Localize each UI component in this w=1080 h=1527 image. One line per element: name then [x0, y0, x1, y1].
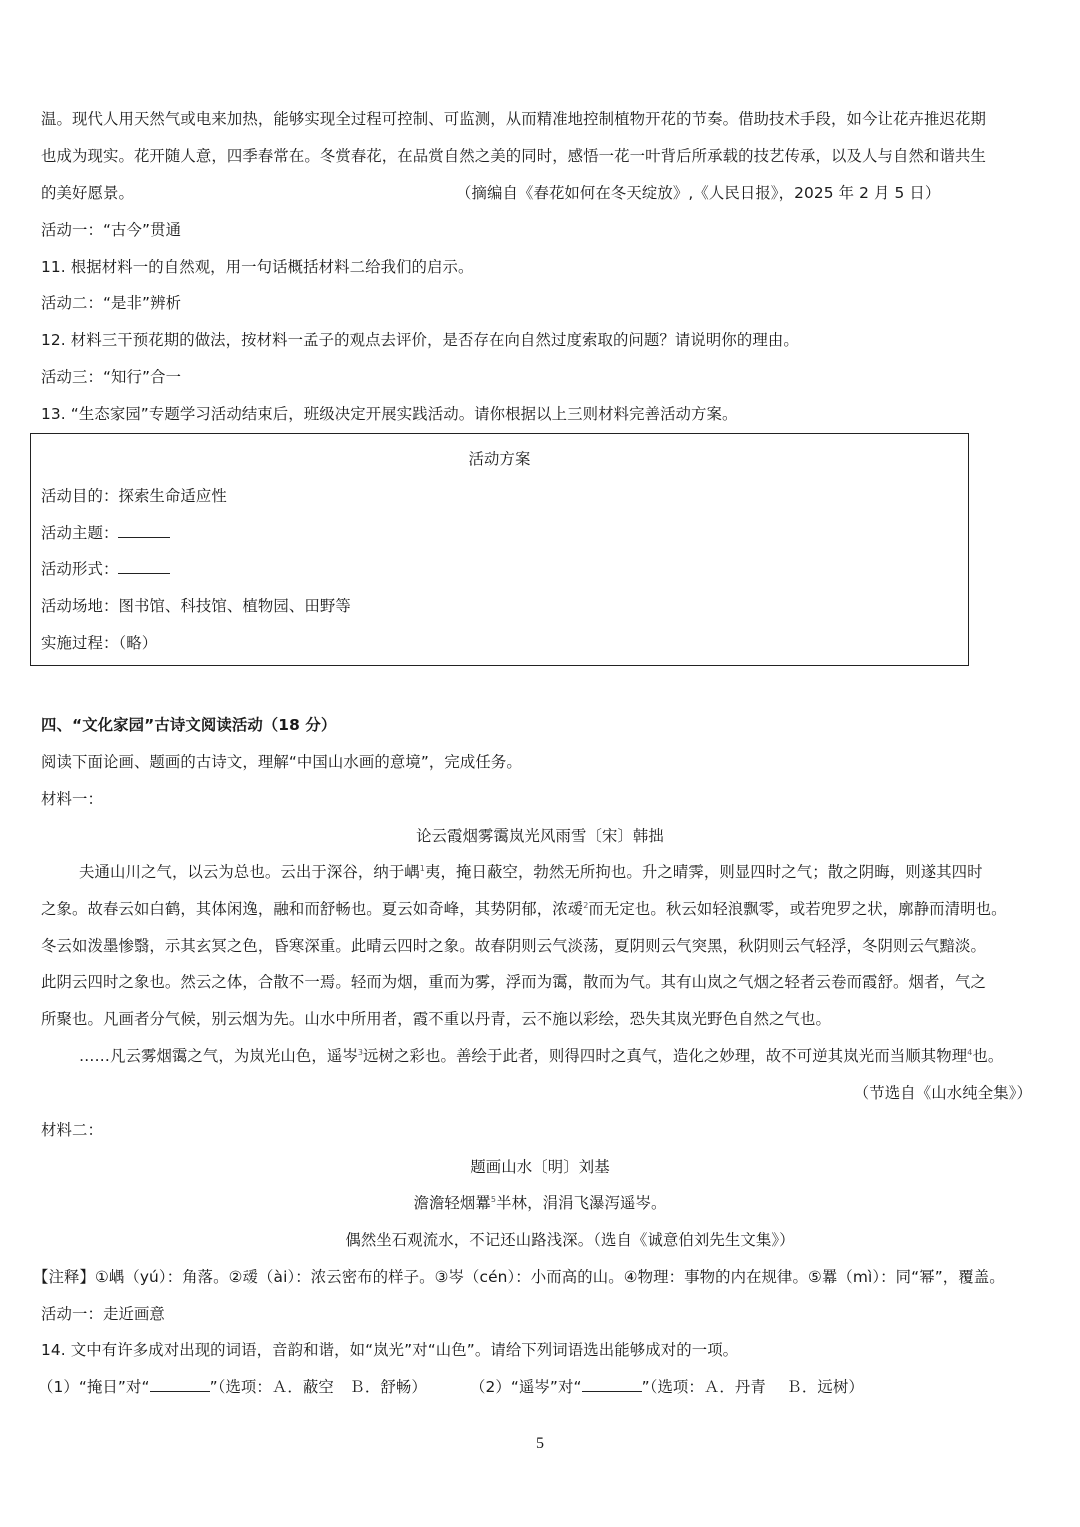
- answer-blank[interactable]: [118, 523, 170, 538]
- material-label: 材料一：: [41, 790, 103, 808]
- text-line: 的美好愿景。: [41, 184, 134, 202]
- activity-heading: 活动二：“是非”辨析: [41, 294, 182, 312]
- text-span: 半林，涓涓飞瀑泻遥岑。: [496, 1194, 667, 1212]
- footnote-ref: 5: [490, 1194, 497, 1204]
- paragraph-line: 此阴云四时之象也。然云之体，合散不一焉。轻而为烟，重而为雾，浮而为霭，散而为气。其有山岚之气烟之轻者云卷而霞舒。烟者，气之: [41, 973, 986, 991]
- text-span: 夫通山川之气，以云为总也。云出于深谷，纳于嵎: [79, 863, 420, 881]
- question-14-part-2: [470, 1376, 864, 1398]
- footnote-ref: 3: [357, 1047, 364, 1057]
- paragraph-line: [79, 861, 983, 883]
- text-span: 澹澹轻烟羃: [413, 1194, 491, 1212]
- answer-blank[interactable]: [118, 559, 170, 574]
- text-span: ”（选项：Ａ．丹青 Ｂ．远树）: [641, 1378, 864, 1396]
- paragraph-line: 冬云如泼墨惨翳，示其玄冥之色，昏寒深重。此晴云四时之象。故春阴则云气淡荡，夏阴则云气突黑，秋阴则云气轻浮，冬阴则云气黯淡。: [41, 937, 986, 955]
- text-span: 而无定也。秋云如轻浪飘零，或若兜罗之状，廓静而清明也。: [588, 900, 1007, 918]
- page-number: 5: [536, 1435, 544, 1452]
- source-citation: （摘编自《春花如何在冬天绽放》,《人民日报》，2025 年 2 月 5 日）: [456, 184, 941, 202]
- poem-line: 偶然坐石观流水，不记还山路浅深。（选自《诚意伯刘先生文集》）: [345, 1231, 795, 1249]
- activity-heading: 活动三：“知行”合一: [41, 368, 182, 386]
- text-span: 远树之彩也。善绘于此者，则得四时之真气，造化之妙理，故不可逆其岚光而当顺其物理: [363, 1047, 968, 1065]
- plan-venue: 活动场地：图书馆、科技馆、植物园、田野等: [41, 597, 351, 615]
- text-span: 也。: [972, 1047, 1004, 1065]
- poem-title: 题画山水〔明〕刘基: [470, 1158, 610, 1176]
- plan-process: 实施过程：（略）: [41, 634, 158, 652]
- plan-theme-label: 活动主题：: [41, 524, 119, 542]
- paragraph-line: [41, 898, 1007, 920]
- paragraph-line: 所聚也。凡画者分气候，别云烟为先。山水中所用者，霞不重以丹青，云不施以彩绘，恐失其岚光野色自然之气也。: [41, 1010, 832, 1028]
- plan-form: [41, 558, 170, 580]
- material-title: 论云霞烟雾霭岚光风雨雪〔宋〕韩拙: [416, 827, 664, 845]
- text-span: ”（选项：Ａ．蔽空 Ｂ．舒畅）: [209, 1378, 427, 1396]
- question-14: 14. 文中有许多成对出现的词语，音韵和谐，如“岚光”对“山色”。请给下列词语选出能够成对的一项。: [41, 1341, 739, 1359]
- text-line: 也成为现实。花开随人意，四季春常在。冬赏春花，在品赏自然之美的同时，感悟一花一叶背后所承载的技艺传承，以及人与自然和谐共生: [41, 147, 986, 165]
- question-11: 11. 根据材料一的自然观，用一句话概括材料二给我们的启示。: [41, 258, 474, 276]
- activity-heading: 活动一：走近画意: [41, 1305, 165, 1323]
- answer-blank[interactable]: [582, 1377, 642, 1392]
- plan-form-label: 活动形式：: [41, 560, 119, 578]
- plan-theme: [41, 522, 170, 544]
- plan-title: 活动方案: [468, 450, 531, 468]
- footnote-ref: 4: [967, 1047, 973, 1057]
- footnote-ref: 1: [419, 863, 425, 873]
- question-12: 12. 材料三干预花期的做法，按材料一孟子的观点去评价，是否存在向自然过度索取的问题？请说明你的理由。: [41, 331, 799, 349]
- text-span: （1）“掩日”对“: [38, 1378, 150, 1396]
- paragraph-line: [79, 1045, 1003, 1067]
- annotations: 【注释】①嵎（yú）：角落。②叆（ài）：浓云密布的样子。③岑（cén）：小而高的山。④物理：事物的内在规律。⑤羃（mì）：同“幂”，覆盖。: [33, 1268, 1005, 1286]
- question-13: 13. “生态家园”专题学习活动结束后，班级决定开展实践活动。请你根据以上三则材料完善活动方案。: [41, 405, 738, 423]
- section-intro: 阅读下面论画、题画的古诗文，理解“中国山水画的意境”，完成任务。: [41, 753, 522, 771]
- activity-heading: 活动一：“古今”贯通: [41, 221, 182, 239]
- source-citation: （节选自《山水纯全集》）: [853, 1084, 1032, 1102]
- section-heading: 四、“文化家园”古诗文阅读活动（18 分）: [41, 716, 337, 734]
- poem-line: [0, 1192, 1080, 1214]
- question-14-part-1: [38, 1376, 427, 1398]
- plan-purpose: 活动目的：探索生命适应性: [41, 487, 227, 505]
- text-span: ……凡云雾烟霭之气，为岚光山色，遥岑: [79, 1047, 358, 1065]
- text-span: （2）“遥岑”对“: [470, 1378, 582, 1396]
- material-label: 材料二：: [41, 1121, 103, 1139]
- answer-blank[interactable]: [150, 1377, 210, 1392]
- footnote-ref: 2: [583, 900, 589, 910]
- text-line: 温。现代人用天然气或电来加热，能够实现全过程可控制、可监测，从而精准地控制植物开花的节奏。借助技术手段，如今让花卉推迟花期: [41, 110, 986, 128]
- text-span: 之象。故春云如白鹤，其体闲逸，融和而舒畅也。夏云如奇峰，其势阴郁，浓叆: [41, 900, 584, 918]
- text-span: 夷，掩日蔽空，勃然无所拘也。升之晴霁，则显四时之气；散之阴晦，则遂其四时: [425, 863, 983, 881]
